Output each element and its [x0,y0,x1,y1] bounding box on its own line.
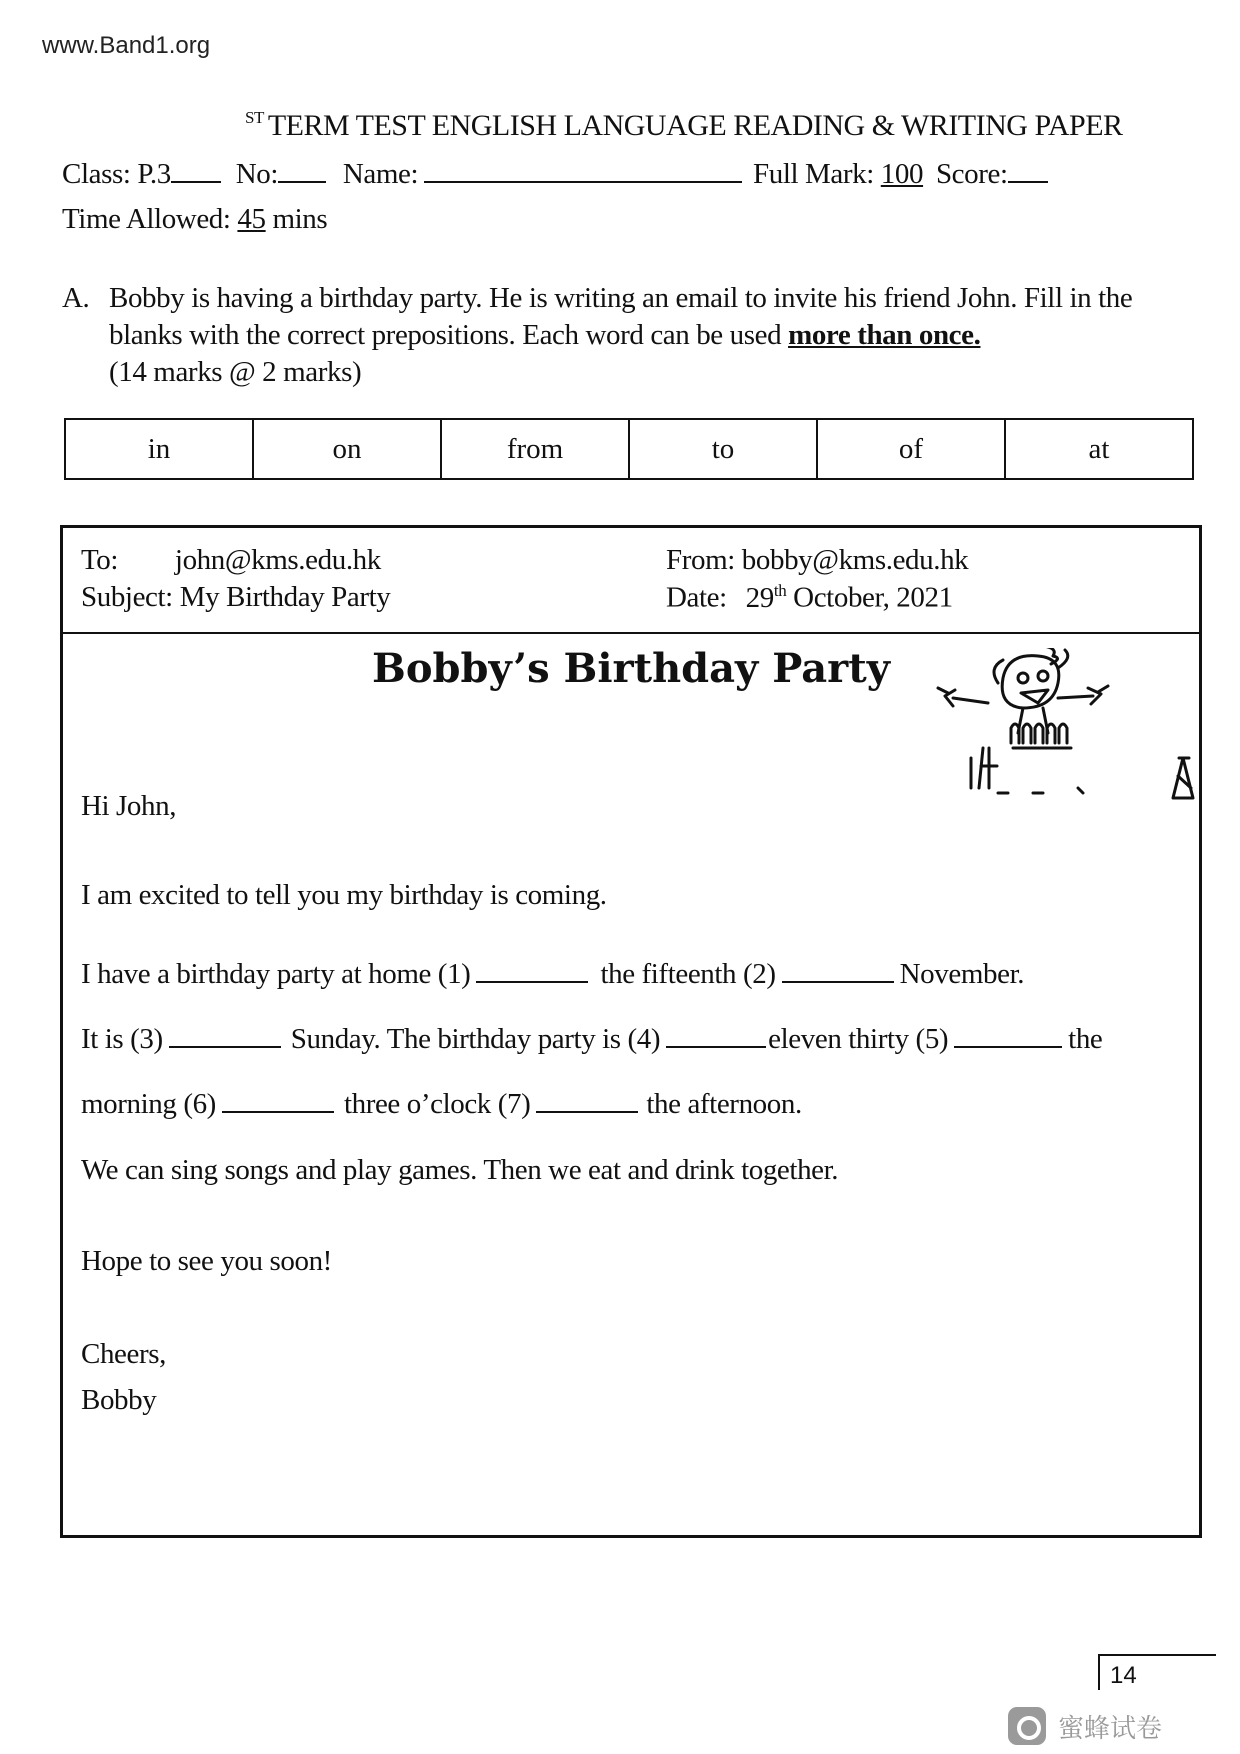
word-bank-item: at [1088,432,1110,465]
line3-part-a: It is (3) [81,1023,163,1055]
full-mark-value: 100 [880,158,924,190]
signature: Bobby [81,1384,157,1416]
watermark-url: www.Band1.org [42,32,211,59]
footer-brand-text: 蜜蜂试卷 [1058,1713,1163,1744]
body-line-6: Hope to see you soon! [81,1245,332,1277]
time-label: Time Allowed: [62,203,231,235]
email-header [63,528,1199,634]
word-bank-item: in [66,420,254,478]
question-emphasis: more than once. [788,319,981,351]
question-a [62,280,1192,391]
to-label: To: [81,544,119,576]
word-bank [64,418,1194,480]
name-blank[interactable] [424,159,742,183]
score-blank[interactable] [1008,159,1048,183]
body-line-4 [81,1088,802,1121]
title-ordinal: ST [245,108,264,127]
doodle-drawing [893,648,1203,848]
answer-blank-7[interactable] [536,1089,638,1113]
email-title: Bobby’s Birthday Party [372,645,890,692]
name-label: Name: [342,158,419,190]
date-label: Date: [666,581,727,614]
page-title [245,108,1123,143]
answer-blank-6[interactable] [222,1089,334,1113]
time-unit: mins [272,203,328,235]
email-to [81,544,381,577]
question-text: Bobby is having a birthday party. He is writing an email to invite his friend John. Fill in the blanks with the correct prepositions. Each word can be used [109,282,1133,351]
footer-brand [1008,1707,1162,1745]
question-number: A. [62,282,90,314]
from-label: From: [666,544,735,576]
line4-part-a: morning (6) [81,1088,216,1120]
email-date [666,581,953,615]
brand-logo-icon [1008,1707,1046,1745]
answer-blank-2[interactable] [782,959,894,983]
subject-value: My Birthday Party [179,581,391,613]
title-text: TERM TEST ENGLISH LANGUAGE READING & WRITING PAPER [267,109,1123,142]
answer-blank-1[interactable] [476,959,588,983]
question-marks: (14 marks @ 2 marks) [109,356,362,388]
from-value: bobby@kms.edu.hk [741,544,969,576]
line3-part-c: eleven thirty (5) [768,1023,949,1055]
class-label: Class: P.3 [62,158,171,190]
date-day: 29 [745,581,774,614]
word-bank-item: of [818,420,1006,478]
answer-blank-3[interactable] [169,1024,281,1048]
greeting: Hi John, [81,790,177,822]
class-blank[interactable] [171,159,221,183]
body-line-1: I am excited to tell you my birthday is coming. [81,879,607,911]
to-value: john@kms.edu.hk [174,544,381,576]
line2-part-a: I have a birthday party at home (1) [81,958,471,990]
no-blank[interactable] [278,159,326,183]
date-ordinal: th [773,581,787,600]
full-mark-label: Full Mark: [753,158,874,190]
line3-part-b: Sunday. The birthday party is (4) [290,1023,661,1055]
email-box [60,525,1202,1538]
closing: Cheers, [81,1338,166,1370]
answer-blank-4[interactable] [666,1024,766,1048]
line4-part-b: three o’clock (7) [343,1088,531,1120]
email-subject [81,581,390,614]
no-label: No: [235,158,278,190]
subject-label: Subject: [81,581,173,613]
page-number: 14 [1098,1654,1216,1690]
score-label: Score: [935,158,1008,190]
word-bank-item: on [254,420,442,478]
body-line-5: We can sing songs and play games. Then we eat and drink together. [81,1154,839,1186]
answer-blank-5[interactable] [954,1024,1062,1048]
body-line-2 [81,958,1024,991]
line4-part-c: the afternoon. [646,1088,802,1120]
email-from [666,544,968,577]
date-rest: October, 2021 [793,581,953,614]
time-value: 45 [237,203,266,235]
word-bank-item: to [630,420,818,478]
body-line-3 [81,1023,1102,1056]
word-bank-item: from [442,420,630,478]
time-allowed-row [62,203,327,236]
line2-part-c: November. [899,958,1025,990]
header-fields-row [62,158,1048,191]
line3-part-d: the [1068,1023,1103,1055]
question-instructions [109,280,1192,391]
line2-part-b: the fifteenth (2) [600,958,776,990]
